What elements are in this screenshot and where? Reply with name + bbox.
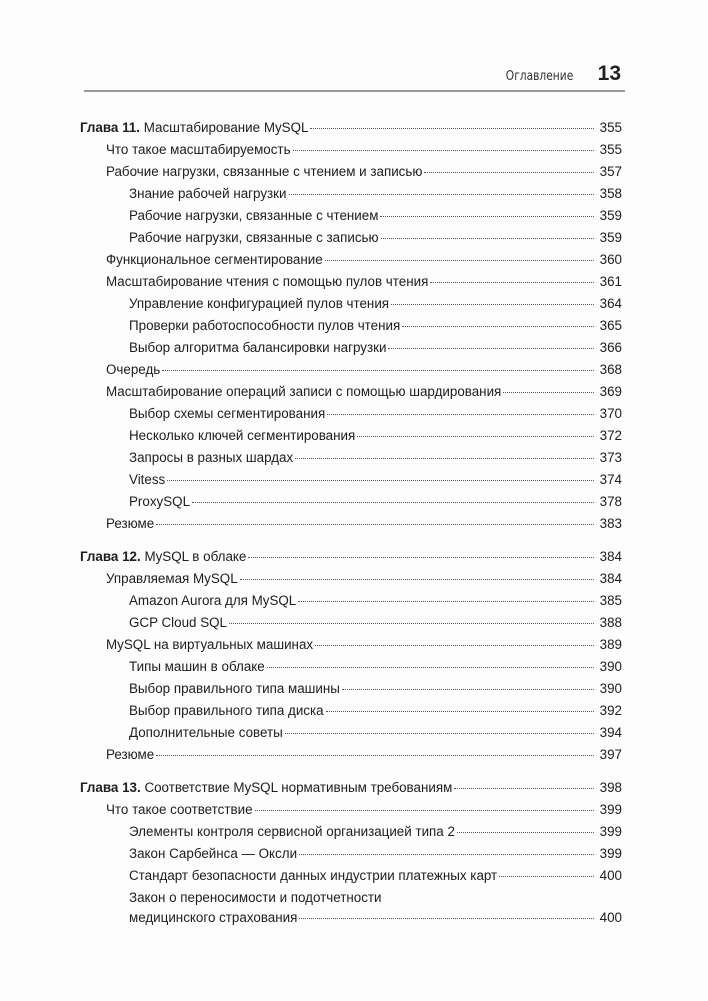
dot-leader xyxy=(380,216,594,217)
toc-entry[interactable] xyxy=(80,513,622,535)
entry-title: GCP Cloud SQL xyxy=(129,615,227,630)
page-ref: 394 xyxy=(599,725,622,740)
chapter-title xyxy=(80,117,308,139)
dot-leader xyxy=(424,172,594,173)
page-ref: 355 xyxy=(599,142,622,157)
dot-leader xyxy=(402,326,594,327)
toc-chapter-heading[interactable] xyxy=(80,546,622,568)
dot-leader xyxy=(156,524,594,525)
toc-entry[interactable] xyxy=(80,227,622,249)
toc-entry[interactable] xyxy=(80,865,622,887)
toc-entry[interactable] xyxy=(80,568,622,590)
toc-entry[interactable] xyxy=(80,183,622,205)
entry-title: Несколько ключей сегментирования xyxy=(129,428,356,443)
toc-entry[interactable] xyxy=(80,315,622,337)
toc-entry[interactable] xyxy=(80,161,622,183)
entry-title: Выбор правильного типа машины xyxy=(129,681,340,696)
toc-entry[interactable] xyxy=(80,205,622,227)
toc-entry[interactable] xyxy=(80,612,622,634)
toc-entry[interactable] xyxy=(80,425,622,447)
dot-leader xyxy=(162,370,594,371)
dot-leader xyxy=(295,458,594,459)
entry-title: Типы машин в облаке xyxy=(129,659,265,674)
dot-leader xyxy=(357,436,594,437)
toc-entry[interactable] xyxy=(80,139,622,161)
entry-title: Выбор схемы сегментирования xyxy=(129,406,326,421)
dot-leader xyxy=(325,260,594,261)
page-ref: 373 xyxy=(599,450,622,465)
toc-entry[interactable] xyxy=(80,249,622,271)
toc-chapter xyxy=(80,777,622,929)
entry-title: ProxySQL xyxy=(129,494,191,509)
entry-title: Знание рабочей нагрузки xyxy=(129,186,287,201)
entry-title: Vitess xyxy=(129,472,166,487)
entry-title: Amazon Aurora для MySQL xyxy=(129,593,297,608)
entry-title: Рабочие нагрузки, связанные с чтением и записью xyxy=(106,164,423,179)
dot-leader xyxy=(248,557,594,558)
dot-leader xyxy=(255,810,594,811)
toc-entry[interactable] xyxy=(80,381,622,403)
page-ref: 390 xyxy=(599,681,622,696)
page-ref: 364 xyxy=(599,296,622,311)
toc-entry[interactable] xyxy=(80,744,622,766)
page-ref: 397 xyxy=(599,747,622,762)
page-ref: 398 xyxy=(599,780,622,795)
page-ref: 384 xyxy=(599,571,622,586)
dot-leader xyxy=(503,392,594,393)
page-ref: 359 xyxy=(599,208,622,223)
chapter-title xyxy=(80,546,246,568)
chapter-label: Глава 11. xyxy=(80,120,140,135)
toc-entry[interactable] xyxy=(80,271,622,293)
toc-entry[interactable] xyxy=(80,403,622,425)
entry-title: Управление конфигурацией пулов чтения xyxy=(129,296,390,311)
page-ref: 361 xyxy=(599,274,622,289)
dot-leader xyxy=(327,414,594,415)
page-ref: 399 xyxy=(599,802,622,817)
chapter-name: Соответствие MySQL нормативным требованиям xyxy=(140,780,453,795)
entry-title: Стандарт безопасности данных индустрии платежных карт xyxy=(129,868,498,883)
toc-chapter xyxy=(80,546,622,766)
dot-leader xyxy=(326,711,594,712)
dot-leader xyxy=(289,194,594,195)
toc-chapter-heading[interactable] xyxy=(80,117,622,139)
entry-title: Очередь xyxy=(106,362,161,377)
dot-leader xyxy=(156,755,594,756)
toc-entry[interactable] xyxy=(80,359,622,381)
entry-title: Элементы контроля сервисной организацией типа 2 xyxy=(129,824,455,839)
toc-entry-continuation[interactable] xyxy=(80,907,622,929)
dot-leader xyxy=(391,304,594,305)
toc-entry[interactable] xyxy=(80,843,622,865)
page-ref: 368 xyxy=(599,362,622,377)
toc-entry[interactable] xyxy=(80,700,622,722)
entry-title-cont: медицинского страхования xyxy=(129,910,298,925)
toc-entry[interactable] xyxy=(80,469,622,491)
dot-leader xyxy=(229,623,594,624)
dot-leader xyxy=(267,667,594,668)
entry-title: Дополнительные советы xyxy=(129,725,283,740)
page-ref: 357 xyxy=(599,164,622,179)
entry-title: Рабочие нагрузки, связанные с чтением xyxy=(129,208,379,223)
entry-title: Управляемая MySQL xyxy=(106,571,238,586)
page-ref: 388 xyxy=(599,615,622,630)
toc-entry[interactable] xyxy=(80,590,622,612)
dot-leader xyxy=(299,918,594,919)
dot-leader xyxy=(299,854,594,855)
dot-leader xyxy=(293,150,594,151)
toc-entry[interactable] xyxy=(80,722,622,744)
toc-entry[interactable] xyxy=(80,337,622,359)
running-title: Оглавление xyxy=(505,69,573,84)
entry-title: Резюме xyxy=(106,516,155,531)
entry-title: Резюме xyxy=(106,747,155,762)
page-ref: 369 xyxy=(599,384,622,399)
toc-chapter xyxy=(80,117,622,535)
dot-leader xyxy=(167,480,594,481)
page-ref: 374 xyxy=(599,472,622,487)
page-ref: 390 xyxy=(599,659,622,674)
page-number: 13 xyxy=(597,62,621,85)
table-of-contents xyxy=(80,117,622,940)
page-ref: 358 xyxy=(599,186,622,201)
toc-entry[interactable] xyxy=(80,491,622,513)
dot-leader xyxy=(285,733,594,734)
dot-leader xyxy=(457,832,594,833)
page-ref: 392 xyxy=(599,703,622,718)
page-ref: 365 xyxy=(599,318,622,333)
page-ref: 400 xyxy=(599,868,622,883)
dot-leader xyxy=(388,348,594,349)
entry-title: Масштабирование операций записи с помощью шардирования xyxy=(106,384,502,399)
entry-title: Выбор правильного типа диска xyxy=(129,703,324,718)
toc-entry[interactable] xyxy=(80,634,622,656)
toc-entry[interactable] xyxy=(80,656,622,678)
chapter-label: Глава 13. xyxy=(80,780,141,795)
entry-title: Рабочие нагрузки, связанные с записью xyxy=(129,230,379,245)
entry-title: Закон Сарбейнса — Оксли xyxy=(129,846,298,861)
dot-leader xyxy=(310,128,594,129)
toc-entry[interactable] xyxy=(80,799,622,821)
page-ref: 384 xyxy=(599,549,622,564)
dot-leader xyxy=(192,502,594,503)
page-ref: 360 xyxy=(599,252,622,267)
toc-entry[interactable] xyxy=(80,821,622,843)
dot-leader xyxy=(315,645,594,646)
toc-entry[interactable] xyxy=(80,678,622,700)
chapter-label: Глава 12. xyxy=(80,549,141,564)
entry-title: Выбор алгоритма балансировки нагрузки xyxy=(129,340,387,355)
page-ref: 400 xyxy=(599,910,622,925)
page-ref: 370 xyxy=(599,406,622,421)
toc-chapter-heading[interactable] xyxy=(80,777,622,799)
page-ref: 383 xyxy=(599,516,622,531)
toc-entry[interactable] xyxy=(80,447,622,469)
entry-title: MySQL на виртуальных машинах xyxy=(106,637,314,652)
toc-entry[interactable] xyxy=(80,293,622,315)
page-header xyxy=(84,60,625,92)
dot-leader xyxy=(342,689,594,690)
entry-title: Что такое масштабируемость xyxy=(106,142,291,157)
dot-leader xyxy=(298,601,594,602)
dot-leader xyxy=(499,876,594,877)
dot-leader xyxy=(454,788,594,789)
entry-title: Запросы в разных шардах xyxy=(129,450,294,465)
chapter-name: MySQL в облаке xyxy=(140,549,247,564)
dot-leader xyxy=(240,579,594,580)
chapter-title xyxy=(80,777,452,799)
page-ref: 355 xyxy=(599,120,622,135)
entry-title: Закон о переносимости и подотчетности xyxy=(129,890,382,905)
page-ref: 359 xyxy=(599,230,622,245)
entry-title: Масштабирование чтения с помощью пулов чтения xyxy=(106,274,429,289)
page-ref: 385 xyxy=(599,593,622,608)
page-ref: 372 xyxy=(599,428,622,443)
page-ref: 399 xyxy=(599,846,622,861)
chapter-name: Масштабирование MySQL xyxy=(139,120,309,135)
page-ref: 366 xyxy=(599,340,622,355)
page-ref: 399 xyxy=(599,824,622,839)
entry-title: Проверки работоспособности пулов чтения xyxy=(129,318,401,333)
page-ref: 389 xyxy=(599,637,622,652)
page-ref: 378 xyxy=(599,494,622,509)
dot-leader xyxy=(381,238,594,239)
entry-title: Функциональное сегментирование xyxy=(106,252,323,267)
dot-leader xyxy=(430,282,594,283)
entry-title: Что такое соответствие xyxy=(106,802,253,817)
toc-entry[interactable] xyxy=(80,887,622,907)
